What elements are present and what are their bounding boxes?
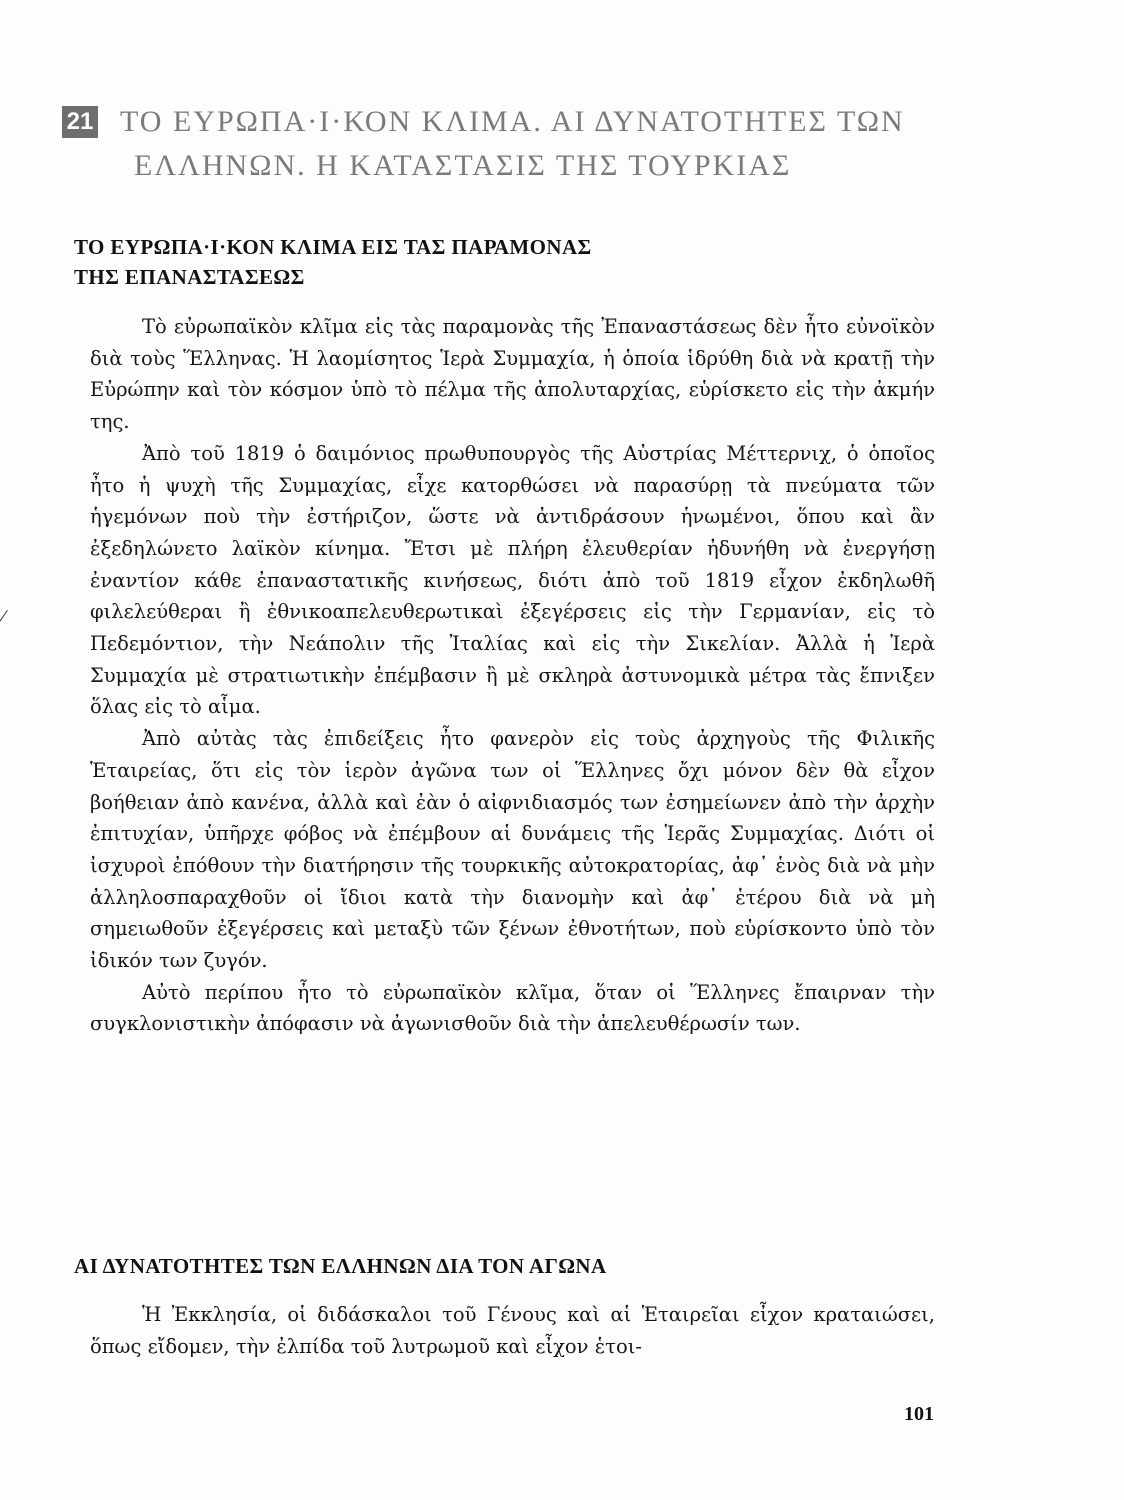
section-heading-1 bbox=[74, 232, 954, 292]
paragraph: Ἡ Ἐκκλησία, οἱ διδάσκαλοι τοῦ Γένους καὶ αἱ Ἑταιρεῖαι εἶχον κραταιώσει, ὅπως εἴδομεν, τὴν ἐλπίδα τοῦ λυτρωμοῦ καὶ εἶχον ἑτοι- bbox=[90, 1303, 935, 1358]
paragraph: Αὐτὸ περίπου ἦτο τὸ εὐρωπαϊκὸν κλῖμα, ὅταν οἱ Ἕλληνες ἔπαιρναν τὴν συγκλονιστικὴν ἀπόφασιν νὰ ἀγωνισθοῦν διὰ τὴν ἀπελευθέρωσίν των. bbox=[90, 980, 935, 1036]
section-heading-1-line-1: ΤΟ ΕΥΡΩΠΑ·Ι·ΚΟΝ ΚΛΙΜΑ ΕΙΣ ΤΑΣ ΠΑΡΑΜΟΝΑΣ bbox=[74, 235, 592, 259]
section-2-body bbox=[90, 1299, 935, 1362]
margin-pencil-mark bbox=[0, 610, 16, 628]
paragraph: Ἀπὸ αὐτὰς τὰς ἐπιδείξεις ἦτο φανερὸν εἰς τοὺς ἀρχηγοὺς τῆς Φιλικῆς Ἑταιρείας, ὅτι εἰς τὸν ἱερὸν ἀγῶνα των οἱ Ἕλληνες ὄχι μόνον δὲν θὰ εἶχον βοήθειαν ἀπὸ κανένα, ἀλλὰ καὶ ἐὰν ὁ αἰφνιδιασμός των ἐσημείωνεν ἀπὸ τὴν ἀρχὴν ἐπιτυχίαν, ὑπῆρχε φόβος νὰ ἐπέμβουν αἱ δυνάμεις τῆς Ἱερᾶς Συμμαχίας. Διότι οἱ ἰσχυροὶ ἐπόθουν τὴν διατήρησιν τῆς τουρκικῆς αὐτοκρατορίας, ἀφ᾽ ἑνὸς διὰ νὰ μὴν ἀλληλοσπαραχθοῦν οἱ ἴδιοι κατὰ τὴν διανομὴν καὶ ἀφ᾽ ἑτέρου διὰ νὰ μὴ σημειωθοῦν ἐξεγέρσεις καὶ μεταξὺ τῶν ξένων ἐθνοτήτων, ποὺ εὑρίσκοντο ὑπὸ τὸν ἰδικόν των ζυγόν. bbox=[90, 727, 935, 973]
section-1-body bbox=[90, 311, 935, 1040]
chapter-number-badge: 21 bbox=[62, 106, 98, 138]
section-heading-2: ΑΙ ΔΥΝΑΤΟΤΗΤΕΣ ΤΩΝ ΕΛΛΗΝΩΝ ΔΙΑ ΤΟΝ ΑΓΩΝΑ bbox=[74, 1254, 607, 1278]
page-number: 101 bbox=[904, 1403, 934, 1425]
paragraph: Τὸ εὐρωπαϊκὸν κλῖμα εἰς τὰς παραμονὰς τῆς Ἐπαναστάσεως δὲν ἦτο εὐνοϊκὸν διὰ τοὺς Ἕλληνας. Ἡ λαομίσητος Ἱερὰ Συμμαχία, ἡ ὁποία ἱδρύθη διὰ νὰ κρατῇ τὴν Εὐρώπην καὶ τὸν κόσμον ὑπὸ τὸ πέλμα τῆς ἀπολυταρχίας, εὑρίσκετο εἰς τὴν ἀκμήν της. bbox=[90, 315, 935, 434]
chapter-title-line-2: ΕΛΛΗΝΩΝ. Η ΚΑΤΑΣΤΑΣΙΣ ΤΗΣ ΤΟΥΡΚΙΑΣ bbox=[134, 149, 792, 182]
chapter-title bbox=[120, 100, 980, 188]
paragraph: Ἀπὸ τοῦ 1819 ὁ δαιμόνιος πρωθυπουργὸς τῆς Αὐστρίας Μέττερνιχ, ὁ ὁποῖος ἦτο ἡ ψυχὴ τῆς Συμμαχίας, εἶχε κατορθώσει νὰ παρασύρῃ τὰ πνεύματα τῶν ἡγεμόνων ποὺ τὴν ἐστήριζον, ὥστε νὰ ἀντιδράσουν ἡνωμένοι, ὅπου καὶ ἂν ἐξεδηλώνετο λαϊκὸν κίνημα. Ἔτσι μὲ πλήρη ἐλευθερίαν ἠδυνήθη νὰ ἐνεργήσῃ ἐναντίον κάθε ἐπαναστατικῆς κινήσεως, διότι ἀπὸ τοῦ 1819 εἶχον ἐκδηλωθῆ φιλελεύθεραι ἢ ἐθνικοαπελευθερωτικαὶ ἐξεγέρσεις εἰς τὴν Γερμανίαν, εἰς τὸ Πεδεμόντιον, τὴν Νεάπολιν τῆς Ἰταλίας καὶ εἰς τὴν Σικελίαν. Ἀλλὰ ἡ Ἱερὰ Συμμαχία μὲ στρατιωτικὴν ἐπέμβασιν ἢ μὲ σκληρὰ ἀστυνομικὰ μέτρα τὰς ἔπνιξεν ὅλας εἰς τὸ αἷμα. bbox=[90, 441, 935, 719]
chapter-title-line-1: ΤΟ ΕΥΡΩΠΑ·Ι·ΚΟΝ ΚΛΙΜΑ. ΑΙ ΔΥΝΑΤΟΤΗΤΕΣ ΤΩΝ bbox=[120, 105, 905, 138]
section-heading-1-line-2: ΤΗΣ ΕΠΑΝΑΣΤΑΣΕΩΣ bbox=[74, 265, 305, 289]
